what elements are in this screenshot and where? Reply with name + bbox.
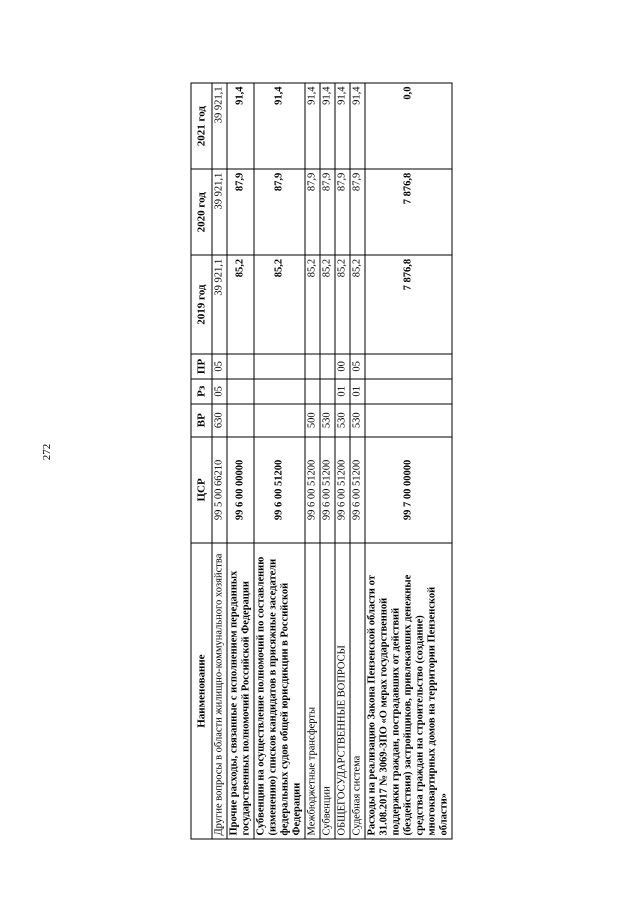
cell-rz: 05	[212, 379, 227, 404]
table-header-row	[191, 83, 212, 839]
cell-vr: 530	[335, 404, 350, 437]
header-2019: 2019 год	[191, 255, 212, 354]
cell-vr: 530	[320, 404, 335, 437]
cell-name: Субвенции на осуществление полномочий по составлению (изменению) списков кандидатов в присяжные заседатели федеральных судов общей юрисдикции в Российской Федерации	[254, 543, 305, 839]
cell-pr: 00	[335, 354, 350, 379]
cell-2021: 91,4	[227, 83, 254, 169]
cell-pr	[305, 354, 320, 379]
cell-2021: 91,4	[254, 83, 305, 169]
cell-rz	[320, 379, 335, 404]
cell-vr: 500	[305, 404, 320, 437]
cell-vr	[227, 404, 254, 437]
table-row	[227, 83, 254, 839]
cell-2021: 0,0	[365, 83, 452, 169]
cell-name: ОБЩЕГОСУДАРСТВЕННЫЕ ВОПРОСЫ	[335, 543, 350, 839]
table-row	[350, 83, 365, 839]
header-name: Наименование	[191, 543, 212, 839]
cell-csr: 99 6 00 51200	[254, 437, 305, 544]
cell-vr	[254, 404, 305, 437]
table-row	[254, 83, 305, 839]
header-rz: Рз	[191, 379, 212, 404]
cell-2020: 87,9	[254, 169, 305, 255]
header-2020: 2020 год	[191, 169, 212, 255]
cell-vr	[365, 404, 452, 437]
cell-csr: 99 7 00 00000	[365, 437, 452, 544]
table-row	[212, 83, 227, 839]
cell-rz	[305, 379, 320, 404]
cell-pr	[227, 354, 254, 379]
cell-rz	[365, 379, 452, 404]
cell-2021: 91,4	[350, 83, 365, 169]
cell-2021: 91,4	[335, 83, 350, 169]
cell-name: Другие вопросы в области жилищно-коммунального хозяйства	[212, 543, 227, 839]
cell-2019: 85,2	[350, 255, 365, 354]
cell-pr	[254, 354, 305, 379]
cell-2020: 7 876,8	[365, 169, 452, 255]
budget-table	[191, 83, 453, 840]
cell-2021: 39 921,1	[212, 83, 227, 169]
table-row	[305, 83, 320, 839]
cell-2020: 87,9	[227, 169, 254, 255]
rotated-table-container	[191, 83, 510, 840]
cell-name: Субвенции	[320, 543, 335, 839]
cell-csr: 99 6 00 00000	[227, 437, 254, 544]
cell-2020: 87,9	[305, 169, 320, 255]
header-csr: ЦСР	[191, 437, 212, 544]
page-number: 272	[41, 443, 53, 461]
cell-csr: 99 6 00 51200	[305, 437, 320, 544]
cell-rz	[227, 379, 254, 404]
cell-pr: 05	[350, 354, 365, 379]
header-vr: ВР	[191, 404, 212, 437]
cell-2020: 39 921,1	[212, 169, 227, 255]
cell-2021: 91,4	[305, 83, 320, 169]
cell-2019: 7 876,8	[365, 255, 452, 354]
cell-rz: 01	[350, 379, 365, 404]
cell-csr: 99 6 00 51200	[350, 437, 365, 544]
cell-2019: 85,2	[305, 255, 320, 354]
header-2021: 2021 год	[191, 83, 212, 169]
table-row	[335, 83, 350, 839]
cell-vr: 630	[212, 404, 227, 437]
cell-name: Прочие расходы, связанные с исполнением переданных государственных полномочий Российской Федерации	[227, 543, 254, 839]
table-row	[320, 83, 335, 839]
cell-rz: 01	[335, 379, 350, 404]
cell-csr: 99 6 00 51200	[335, 437, 350, 544]
cell-csr: 99 5 00 66210	[212, 437, 227, 544]
cell-csr: 99 6 00 51200	[320, 437, 335, 544]
cell-2020: 87,9	[335, 169, 350, 255]
cell-name: Расходы на реализацию Закона Пензенской области от 31.08.2017 № 3069-ЗПО «О мерах государственной поддержки граждан, пострадавших от действий (бездействия) застройщиков, привлекавших денежные средства граждан на строительство (создание) многоквартирных домов на территории Пензенской области»	[365, 543, 452, 839]
cell-pr	[365, 354, 452, 379]
cell-rz	[254, 379, 305, 404]
header-pr: ПР	[191, 354, 212, 379]
cell-2019: 85,2	[254, 255, 305, 354]
cell-2019: 85,2	[335, 255, 350, 354]
cell-name: Судебная система	[350, 543, 365, 839]
cell-2019: 85,2	[320, 255, 335, 354]
cell-2020: 87,9	[350, 169, 365, 255]
cell-vr: 530	[350, 404, 365, 437]
cell-2020: 87,9	[320, 169, 335, 255]
cell-pr	[320, 354, 335, 379]
cell-name: Межбюджетные трансферты	[305, 543, 320, 839]
cell-2019: 85,2	[227, 255, 254, 354]
table-row	[365, 83, 452, 839]
cell-2019: 39 921,1	[212, 255, 227, 354]
cell-pr: 05	[212, 354, 227, 379]
cell-2021: 91,4	[320, 83, 335, 169]
